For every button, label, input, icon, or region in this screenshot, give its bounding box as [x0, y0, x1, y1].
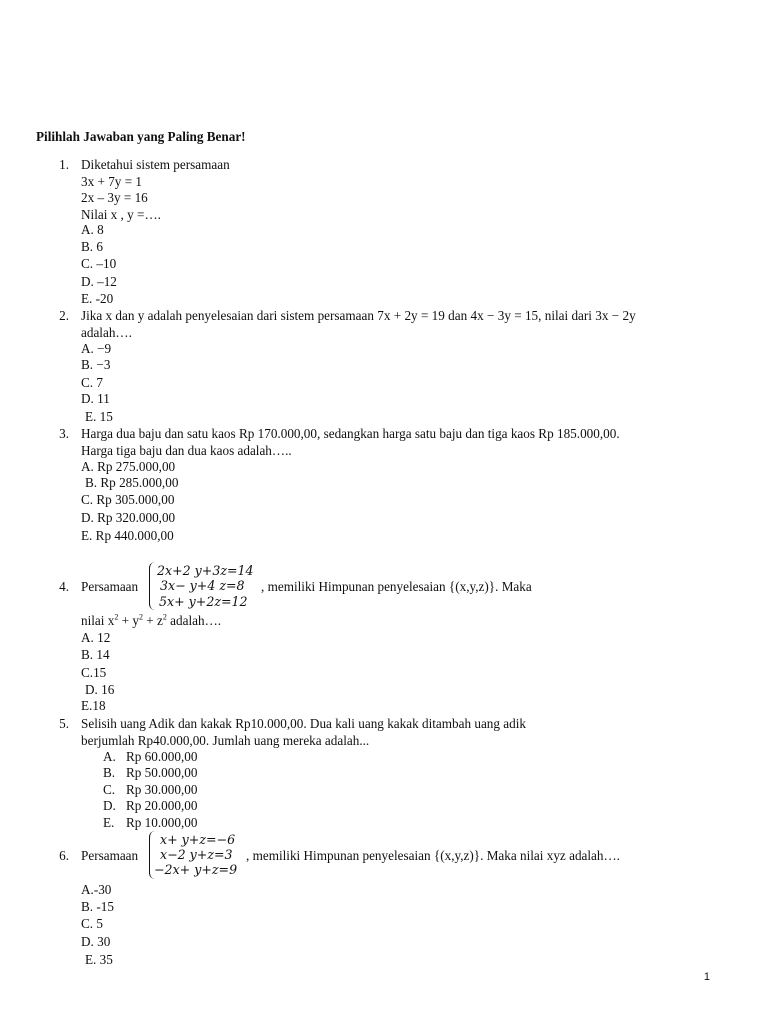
question-number-1: 1.	[59, 157, 69, 172]
q6-option-e: E. 35	[85, 952, 113, 967]
q4-option-c: C.15	[81, 665, 107, 680]
q1-question: Nilai x , y =….	[81, 207, 161, 222]
q5-option-c: Rp 30.000,00	[126, 782, 198, 797]
q4-option-e: E.18	[81, 698, 106, 713]
q3-option-d: D. Rp 320.000,00	[81, 510, 176, 525]
q1-stem: Diketahui sistem persamaan	[81, 157, 230, 172]
q4-system-brace	[149, 562, 156, 610]
question-number-6: 6.	[59, 848, 69, 863]
q5-option-e: Rp 10.000,00	[126, 815, 198, 830]
q4-exponent-x: 2	[114, 612, 119, 622]
q2-option-d: D. 11	[81, 391, 110, 406]
question-number-2: 2.	[59, 308, 69, 323]
q5-option-a: Rp 60.000,00	[126, 749, 198, 764]
q6-option-a: A.-30	[81, 882, 112, 897]
q4-option-d: D. 16	[85, 682, 115, 697]
q5-option-d-letter: D.	[103, 798, 116, 813]
q6-option-b: B. -15	[81, 899, 114, 914]
question-number-4: 4.	[59, 579, 69, 594]
q2-stem-line-1: Jika x dan y adalah penyelesaian dari sistem persamaan 7x + 2y = 19 dan 4x − 3y = 15, nilai dari 3x − 2y	[81, 308, 636, 323]
q2-option-a: A. −9	[81, 341, 112, 356]
q6-option-d: D. 30	[81, 934, 111, 949]
q6-system-eq-2: x−2 y+z=3	[160, 847, 233, 862]
q6-stem-tail: , memiliki Himpunan penyelesaian {(x,y,z)}. Maka nilai xyz adalah….	[246, 848, 620, 863]
q6-system-eq-1: x+ y+z=−6	[160, 832, 236, 847]
q5-option-b-letter: B.	[103, 765, 116, 780]
q3-stem-line-2: Harga tiga baju dan dua kaos adalah…..	[81, 443, 292, 458]
q1-equation-2: 2x – 3y = 16	[81, 190, 148, 205]
q4-exponent-y: 2	[138, 612, 143, 622]
q2-option-c: C. 7	[81, 375, 103, 390]
q1-option-a: A. 8	[81, 222, 104, 237]
q2-stem-line-2: adalah….	[81, 325, 132, 340]
instruction-heading: Pilihlah Jawaban yang Paling Benar!	[36, 129, 246, 144]
q4-ask-prefix: nilai x	[81, 613, 115, 628]
q1-option-c: C. –10	[81, 256, 117, 271]
q1-option-d: D. –12	[81, 274, 117, 289]
q4-exponent-z: 2	[162, 612, 167, 622]
q5-option-d: Rp 20.000,00	[126, 798, 198, 813]
q5-option-a-letter: A.	[103, 749, 116, 764]
q6-option-c: C. 5	[81, 916, 103, 931]
q4-question	[81, 612, 221, 629]
q5-stem-line-2: berjumlah Rp40.000,00. Jumlah uang mereka adalah...	[81, 733, 370, 748]
q1-option-b: B. 6	[81, 239, 103, 254]
q4-ask-z: + z	[142, 613, 163, 628]
q4-stem-tail: , memiliki Himpunan penyelesaian {(x,y,z)}. Maka	[261, 579, 532, 594]
q4-option-b: B. 14	[81, 647, 110, 662]
q6-system-eq-3: −2x+ y+z=9	[154, 862, 238, 877]
question-number-5: 5.	[59, 716, 69, 731]
q3-option-a: A. Rp 275.000,00	[81, 459, 176, 474]
q4-system-eq-3: 5x+ y+2z=12	[159, 594, 248, 609]
q5-option-e-letter: E.	[103, 815, 115, 830]
q3-option-c: C. Rp 305.000,00	[81, 492, 175, 507]
q5-option-b: Rp 50.000,00	[126, 765, 198, 780]
q2-option-e: E. 15	[85, 409, 113, 424]
q1-option-e: E. -20	[81, 291, 114, 306]
q3-stem-line-1: Harga dua baju dan satu kaos Rp 170.000,00, sedangkan harga satu baju dan tiga kaos Rp 185.000,00.	[81, 426, 620, 441]
q4-system-eq-1: 2x+2 y+3z=14	[157, 563, 254, 578]
page-number: 1	[703, 971, 710, 983]
q5-stem-line-1: Selisih uang Adik dan kakak Rp10.000,00. Dua kali uang kakak ditambah uang adik	[81, 716, 526, 731]
q4-system-eq-2: 3x− y+4 z=8	[160, 578, 245, 593]
q3-option-e: E. Rp 440.000,00	[81, 528, 174, 543]
q4-lead: Persamaan	[81, 579, 139, 594]
question-number-3: 3.	[59, 426, 69, 441]
q3-option-b: B. Rp 285.000,00	[85, 475, 179, 490]
q4-ask-y: + y	[118, 613, 139, 628]
q4-ask-suffix: adalah….	[166, 613, 222, 628]
q6-lead: Persamaan	[81, 848, 139, 863]
q1-equation-1: 3x + 7y = 1	[81, 174, 143, 189]
q4-option-a: A. 12	[81, 630, 111, 645]
q2-option-b: B. −3	[81, 357, 111, 372]
q5-option-c-letter: C.	[103, 782, 116, 797]
